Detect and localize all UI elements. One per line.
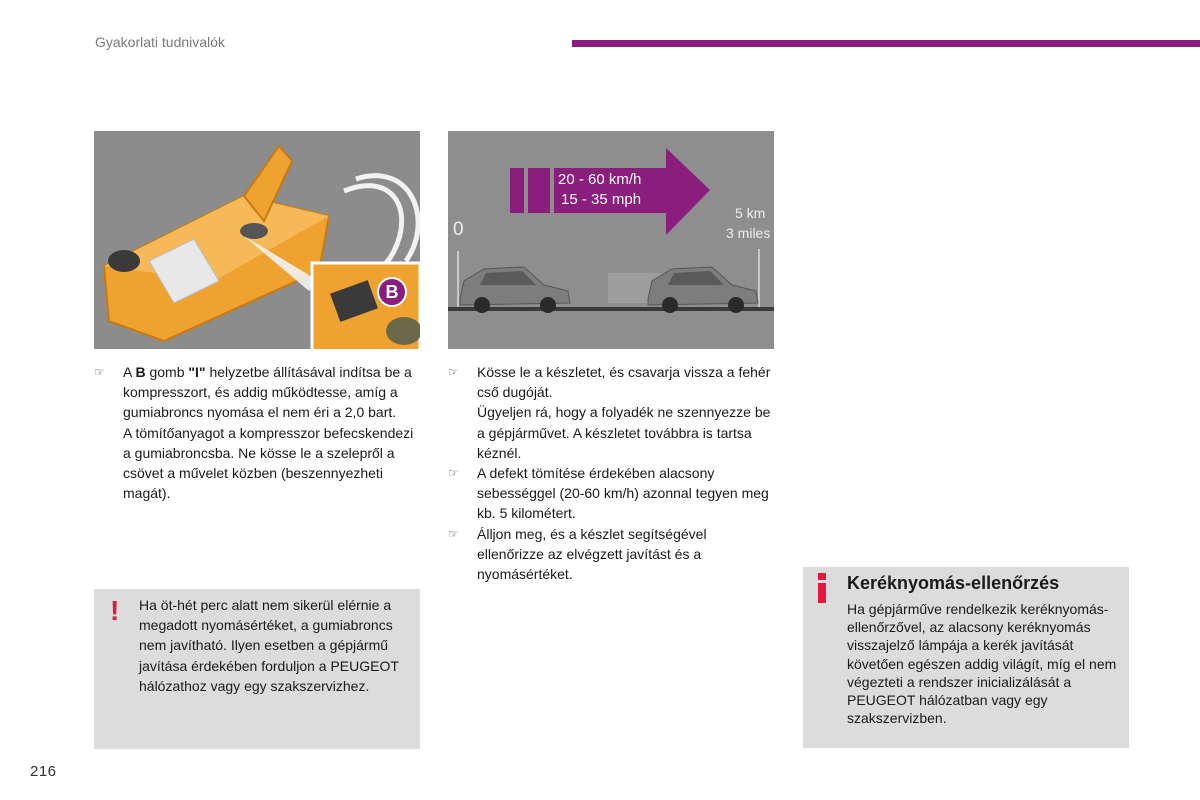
info-box — [803, 567, 1129, 748]
info-icon — [815, 573, 829, 603]
instruction-disconnect-kit — [448, 362, 774, 402]
speed-mph-label: 15 - 35 mph — [561, 191, 642, 208]
right-instructions — [448, 362, 774, 584]
instruction-text: Kösse le a készletet, és csavarja vissza a fehér cső dugóját. — [477, 364, 771, 401]
warning-box — [94, 589, 420, 749]
left-instructions — [94, 362, 420, 503]
instruction-check-pressure — [448, 524, 774, 585]
fluid-caution-note: Ügyeljen rá, hogy a folyadék ne szennyezze be a gépjárművet. A készletet továbbra is tartsa kéznél. — [477, 404, 771, 461]
instruction-text-mid: gomb — [145, 364, 189, 380]
instruction-text: Álljon meg, és a készlet segítségével ellenőrizze az elvégzett javítást és a nyomásértéket. — [477, 525, 707, 583]
pointing-hand-icon: ☞ — [448, 365, 459, 379]
button-b-badge: B — [377, 277, 407, 307]
instruction-drive-slowly — [448, 463, 774, 524]
instruction-text-post: helyzetbe állításával indítsa be a kompresszort, és addig működtesse, amíg a gumiabroncs nyomása el nem éri a 2,0 bart. — [123, 364, 412, 421]
info-title: Keréknyomás-ellenőrzés — [847, 573, 1060, 593]
end-distance-km-label: 5 km — [735, 205, 766, 221]
instruction-start-compressor — [94, 362, 420, 423]
instruction-text: A defekt tömítése érdekében alacsony sebességgel (20-60 km/h) azonnal tegyen meg kb. 5 kilométert. — [477, 465, 769, 522]
pointing-hand-icon: ☞ — [448, 526, 459, 541]
pointing-hand-icon: ☞ — [448, 466, 459, 481]
position-i-reference: "I" — [188, 364, 206, 380]
instruction-text-pre: A — [123, 364, 136, 380]
info-text: Ha gépjárműve rendelkezik keréknyomás-ellenőrzővel, az alacsony keréknyomás visszajelző lámpája a kerék javítását követően egészen addig világít, míg el nem végezteti a rendszer inicializálását a PEUGEOT hálózatban vagy egy szakszervizben. — [847, 601, 1117, 727]
header-accent-bar — [572, 40, 1200, 47]
sealant-note: A tömítőanyagot a kompresszor befecskendezi a gumiabroncsba. Ne kösse le a szelepről a csövet a művelet közben (beszennyezheti magát). — [123, 424, 414, 502]
page-header-title: Gyakorlati tudnivalók — [95, 34, 225, 50]
start-distance-label: 0 — [453, 219, 464, 240]
pointing-hand-icon: ☞ — [94, 365, 105, 379]
speed-kmh-label: 20 - 60 km/h — [558, 171, 642, 188]
page-number: 216 — [30, 763, 57, 780]
exclamation-icon: ! — [110, 595, 120, 626]
warning-text: Ha öt-hét perc alatt nem sikerül elérnie a megadott nyomásértéket, a gumiabroncs nem javítható. Ilyen esetben a gépjármű javítása érdekében forduljon a PEUGEOT hálózathoz vagy egy szakszervizhez. — [139, 597, 399, 694]
button-b-reference: B — [135, 364, 146, 380]
speed-distance-illustration — [448, 131, 774, 349]
repair-kit-illustration — [94, 131, 420, 349]
end-distance-miles-label: 3 miles — [726, 225, 771, 241]
